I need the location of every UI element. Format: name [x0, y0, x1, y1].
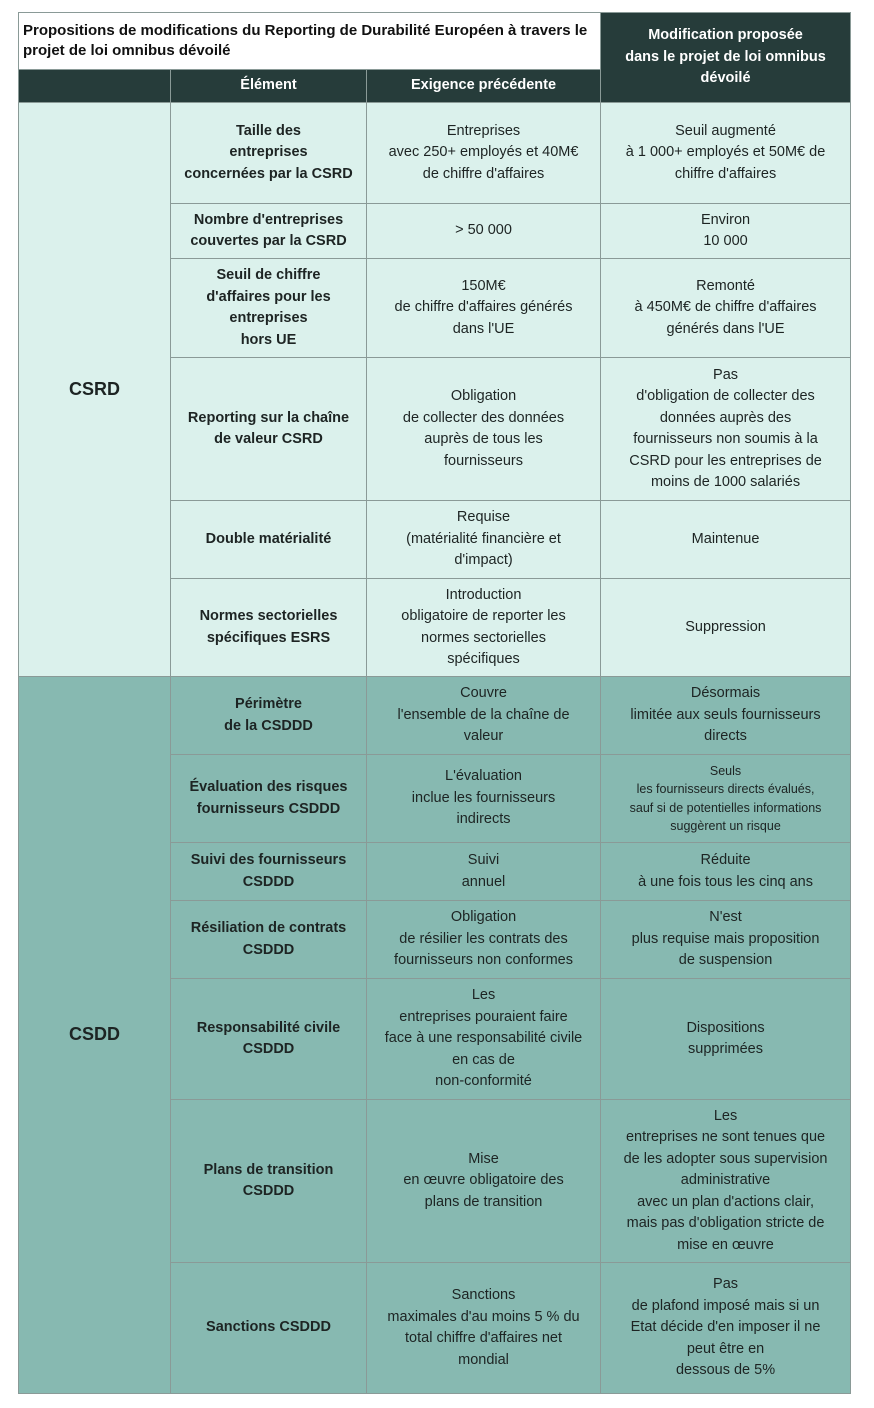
- element-cell: Normes sectorielles spécifiques ESRS: [171, 579, 367, 677]
- previous-requirement-cell: Obligation de résilier les contrats des fournisseurs non conformes: [367, 901, 601, 979]
- header-modification-proposee: Modification proposée dans le projet de loi omnibus dévoilé: [601, 13, 851, 103]
- element-cell: Responsabilité civile CSDDD: [171, 979, 367, 1100]
- table-title: Propositions de modifications du Reporting de Durabilité Européen à travers le projet de loi omnibus dévoilé: [19, 13, 601, 70]
- header-element: Élément: [171, 70, 367, 103]
- proposed-modification-cell: Pas de plafond imposé mais si un Etat décide d'en imposer il ne peut être en dessous de 5%: [601, 1263, 851, 1394]
- proposed-modification-cell: Seuls les fournisseurs directs évalués, sauf si de potentielles informations suggèrent un risque: [601, 755, 851, 843]
- proposed-modification-cell: Environ 10 000: [601, 204, 851, 259]
- proposed-modification-cell: Remonté à 450M€ de chiffre d'affaires générés dans l'UE: [601, 259, 851, 358]
- proposed-modification-cell: Dispositions supprimées: [601, 979, 851, 1100]
- previous-requirement-cell: L'évaluation inclue les fournisseurs indirects: [367, 755, 601, 843]
- proposed-modification-cell: Les entreprises ne sont tenues que de les adopter sous supervision administrative avec un plan d'actions clair, mais pas d'obligation stricte de mise en œuvre: [601, 1100, 851, 1263]
- element-cell: Taille des entreprises concernées par la CSRD: [171, 103, 367, 204]
- proposed-modification-cell: Réduite à une fois tous les cinq ans: [601, 843, 851, 901]
- element-cell: Périmètre de la CSDDD: [171, 677, 367, 755]
- element-cell: Reporting sur la chaîne de valeur CSRD: [171, 358, 367, 501]
- previous-requirement-cell: Requise (matérialité financière et d'impact): [367, 501, 601, 579]
- previous-requirement-cell: Sanctions maximales d'au moins 5 % du total chiffre d'affaires net mondial: [367, 1263, 601, 1394]
- header-exigence-precedente: Exigence précédente: [367, 70, 601, 103]
- previous-requirement-cell: > 50 000: [367, 204, 601, 259]
- element-cell: Nombre d'entreprises couvertes par la CSRD: [171, 204, 367, 259]
- element-cell: Suivi des fournisseurs CSDDD: [171, 843, 367, 901]
- proposed-modification-cell: Désormais limitée aux seuls fournisseurs directs: [601, 677, 851, 755]
- element-cell: Seuil de chiffre d'affaires pour les entreprises hors UE: [171, 259, 367, 358]
- element-cell: Résiliation de contrats CSDDD: [171, 901, 367, 979]
- omnibus-comparison-table: [18, 12, 851, 1394]
- proposed-modification-cell: Maintenue: [601, 501, 851, 579]
- proposed-modification-cell: N'est plus requise mais proposition de suspension: [601, 901, 851, 979]
- proposed-modification-cell: Pas d'obligation de collecter des données auprès des fournisseurs non soumis à la CSRD pour les entreprises de moins de 1000 salariés: [601, 358, 851, 501]
- previous-requirement-cell: Introduction obligatoire de reporter les normes sectorielles spécifiques: [367, 579, 601, 677]
- header-empty: [19, 70, 171, 103]
- element-cell: Sanctions CSDDD: [171, 1263, 367, 1394]
- previous-requirement-cell: Les entreprises pouraient faire face à une responsabilité civile en cas de non-conformité: [367, 979, 601, 1100]
- previous-requirement-cell: Entreprises avec 250+ employés et 40M€ de chiffre d'affaires: [367, 103, 601, 204]
- previous-requirement-cell: Couvre l'ensemble de la chaîne de valeur: [367, 677, 601, 755]
- proposed-modification-cell: Seuil augmenté à 1 000+ employés et 50M€ de chiffre d'affaires: [601, 103, 851, 204]
- previous-requirement-cell: Obligation de collecter des données auprès de tous les fournisseurs: [367, 358, 601, 501]
- group-label-csrd: CSRD: [19, 103, 171, 677]
- previous-requirement-cell: Suivi annuel: [367, 843, 601, 901]
- element-cell: Plans de transition CSDDD: [171, 1100, 367, 1263]
- element-cell: Évaluation des risques fournisseurs CSDDD: [171, 755, 367, 843]
- previous-requirement-cell: 150M€ de chiffre d'affaires générés dans l'UE: [367, 259, 601, 358]
- group-label-csdd: CSDD: [19, 677, 171, 1394]
- proposed-modification-cell: Suppression: [601, 579, 851, 677]
- element-cell: Double matérialité: [171, 501, 367, 579]
- previous-requirement-cell: Mise en œuvre obligatoire des plans de transition: [367, 1100, 601, 1263]
